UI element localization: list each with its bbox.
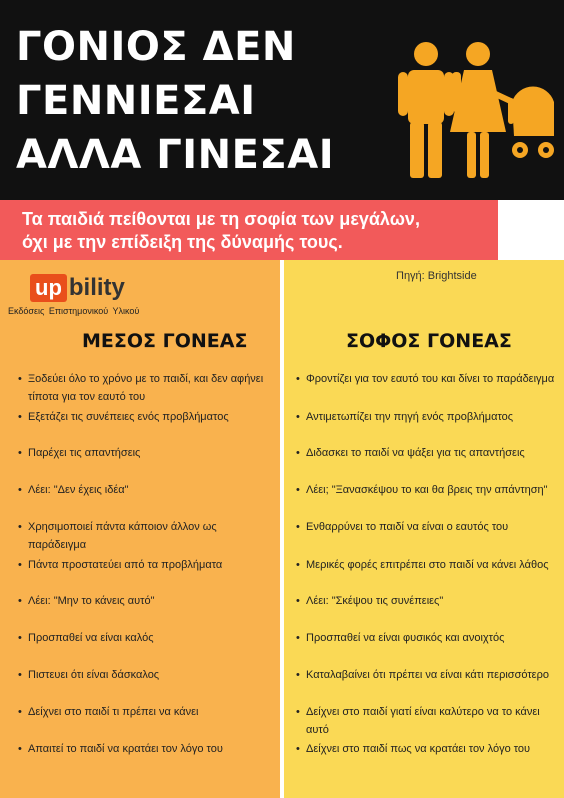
list-item: • Πάντα προστατεύει από τα προβλήματα [18, 556, 222, 574]
list-item: • Καταλαβαίνει ότι πρέπει να είναι κάτι περισσότερο [296, 666, 549, 684]
list-item: • Λέει: "Δεν έχεις ιδέα" [18, 481, 129, 499]
wise-parent-heading: ΣΟΦΟΣ ΓΟΝΕΑΣ [346, 330, 512, 352]
quote-banner [0, 200, 498, 260]
list-item: • Λέει: "Μην το κάνεις αυτό" [18, 592, 155, 610]
list-item: • Εξετάζει τις συνέπειες ενός προβλήματος [18, 408, 229, 426]
quote-line-1: Τα παιδιά πείθονται με τη σοφία των μεγάλων, [22, 209, 420, 229]
header [0, 0, 564, 200]
average-parent-heading: ΜΕΣΟΣ ΓΟΝΕΑΣ [82, 330, 248, 352]
publisher-subtitle: Εκδόσεις Επιστημονικού Υλικού [8, 306, 140, 316]
title-line-2: ΓΕΝΝΙΕΣΑΙ [16, 78, 256, 124]
list-item: • Ξοδεύει όλο το χρόνο με το παιδί, και δεν αφήνει τίποτα για τον εαυτό του [18, 370, 276, 406]
list-item: • Παρέχει τις απαντήσεις [18, 444, 140, 462]
title-line-1: ΓΟΝΙΟΣ ΔΕΝ [16, 24, 296, 70]
list-item: • Χρησιμοποιεί πάντα κάποιον άλλον ως παράδειγμα [18, 518, 276, 554]
list-item: • Αντιμετωπίζει την πηγή ενός προβλήματος [296, 408, 513, 426]
list-item: • Λέει: "Σκέψου τις συνέπειες" [296, 592, 443, 610]
list-item: • Φροντίζει για τον εαυτό του και δίνει το παράδειγμα [296, 370, 554, 388]
list-item: • Δείχνει στο παιδί πως να κρατάει τον λόγο του [296, 740, 530, 758]
source-credit: Πηγή: Brightside [396, 270, 477, 282]
list-item: • Απαιτεί το παιδί να κρατάει τον λόγο του [18, 740, 223, 758]
list-item: • Δείχνει στο παιδί τι πρέπει να κάνει [18, 703, 198, 721]
list-item: • Ενθαρρύνει το παιδί να είναι ο εαυτός του [296, 518, 508, 536]
list-item: • Προσπαθεί να είναι φυσικός και ανοιχτός [296, 629, 504, 647]
logo-rest: bility [68, 274, 125, 301]
logo-up: up [30, 274, 67, 302]
page-title [16, 20, 334, 182]
parents-with-stroller-icon [396, 40, 556, 180]
title-line-3: ΑΛΛΑ ΓΙΝΕΣΑΙ [16, 132, 335, 178]
list-item: • Πιστευει ότι είναι δάσκαλος [18, 666, 159, 684]
quote-line-2: όχι με την επίδειξη της δύναμής τους. [22, 232, 343, 252]
list-item: • Δείχνει στο παιδί γιατί είναι καλύτερο να το κάνει αυτό [296, 703, 560, 739]
upbility-logo [30, 274, 125, 302]
list-item: • Μερικές φορές επιτρέπει στο παιδί να κάνει λάθος [296, 556, 549, 574]
list-item: • Προσπαθεί να είναι καλός [18, 629, 154, 647]
list-item: • Λέει; "Ξανασκέψου το και θα βρεις την απάντηση" [296, 481, 548, 499]
quote-text [22, 208, 420, 254]
list-item: • Διδασκει το παιδί να ψάξει για τις απαντήσεις [296, 444, 525, 462]
